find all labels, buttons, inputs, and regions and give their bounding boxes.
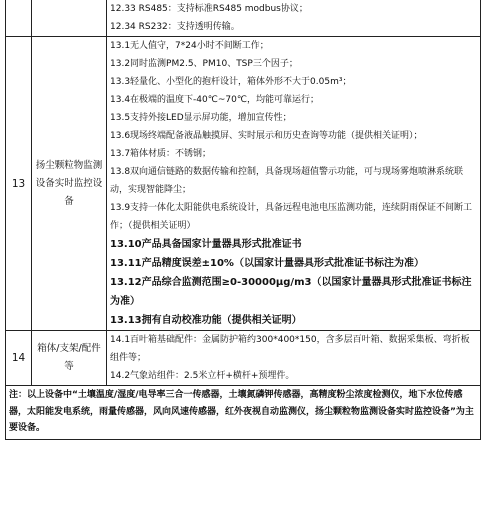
spec-line: 13.5支持外接LED显示屏功能，增加宣传性； <box>110 113 292 123</box>
cell-spec-item-14 <box>107 331 481 386</box>
item-name: 扬尘颗粒物监测设备实时监控设备 <box>32 37 107 331</box>
item-number: 13 <box>6 37 32 331</box>
document-table-page <box>5 0 481 440</box>
cell-spec-continuation <box>107 0 481 37</box>
spec-line-bold: 13.10产品具备国家计量器具形式批准证书 <box>110 239 302 250</box>
spec-line: 13.8双向通信链路的数据传输和控制，具备现场超值警示功能，可与现场雾炮喷淋系统联动，实现智能降尘； <box>110 167 464 195</box>
spec-line: 12.33 RS485：支持标准RS485 modbus协议； <box>110 4 308 14</box>
table-row-item-13 <box>6 37 481 331</box>
table-row-note <box>6 386 481 440</box>
spec-line: 13.6现场终端配备液晶触摸屏、实时展示和历史查询等功能（提供相关证明）； <box>110 131 423 141</box>
cell-name-empty <box>32 0 107 37</box>
spec-line: 14.1百叶箱基础配件：金属防护箱约300*400*150，含多层百叶箱、数据采集板、弯折板组件等； <box>110 335 470 363</box>
spec-line-bold: 13.12产品综合监测范围≥0-30000μg/m3（以国家计量器具形式批准证书标注为准） <box>110 277 472 307</box>
note-text: 注：以上设备中“土壤温度/湿度/电导率三合一传感器，土壤氮磷钾传感器，高精度粉尘浓度检测仪，地下水位传感器，太阳能发电系统，雨量传感器，风向风速传感器，红外夜视自动监测仪，扬尘颗粒物监测设备实时监控设备”为主要设备。 <box>6 386 481 440</box>
spec-line: 13.9支持一体化太阳能供电系统设计，具备远程电池电压监测功能，连续阴雨保证不间断工作；（提供相关证明） <box>110 203 473 231</box>
spec-line: 13.1无人值守，7*24小时不间断工作； <box>110 41 269 51</box>
spec-line-bold: 13.11产品精度误差±10%（以国家计量器具形式批准证书标注为准） <box>110 258 424 269</box>
table-row-item-14 <box>6 331 481 386</box>
item-number: 14 <box>6 331 32 386</box>
table-row-continuation <box>6 0 481 37</box>
spec-line: 12.34 RS232：支持透明传输。 <box>110 22 240 32</box>
cell-spec-item-13 <box>107 37 481 331</box>
spec-line: 13.3轻量化、小型化的抱杆设计，箱体外形不大于0.05m³； <box>110 77 352 87</box>
spec-line: 13.4在极端的温度下-40℃~70℃，均能可靠运行； <box>110 95 319 105</box>
equipment-spec-table <box>5 0 481 440</box>
item-name: 箱体/支架/配件等 <box>32 331 107 386</box>
spec-line: 13.2同时监测PM2.5、PM10、TSP三个因子； <box>110 59 298 69</box>
spec-line: 14.2气象站组件：2.5米立杆+横杆+预埋件。 <box>110 371 295 381</box>
cell-no-empty <box>6 0 32 37</box>
spec-line-bold: 13.13拥有自动校准功能（提供相关证明） <box>110 315 302 326</box>
spec-line: 13.7箱体材质：不锈钢； <box>110 149 212 159</box>
